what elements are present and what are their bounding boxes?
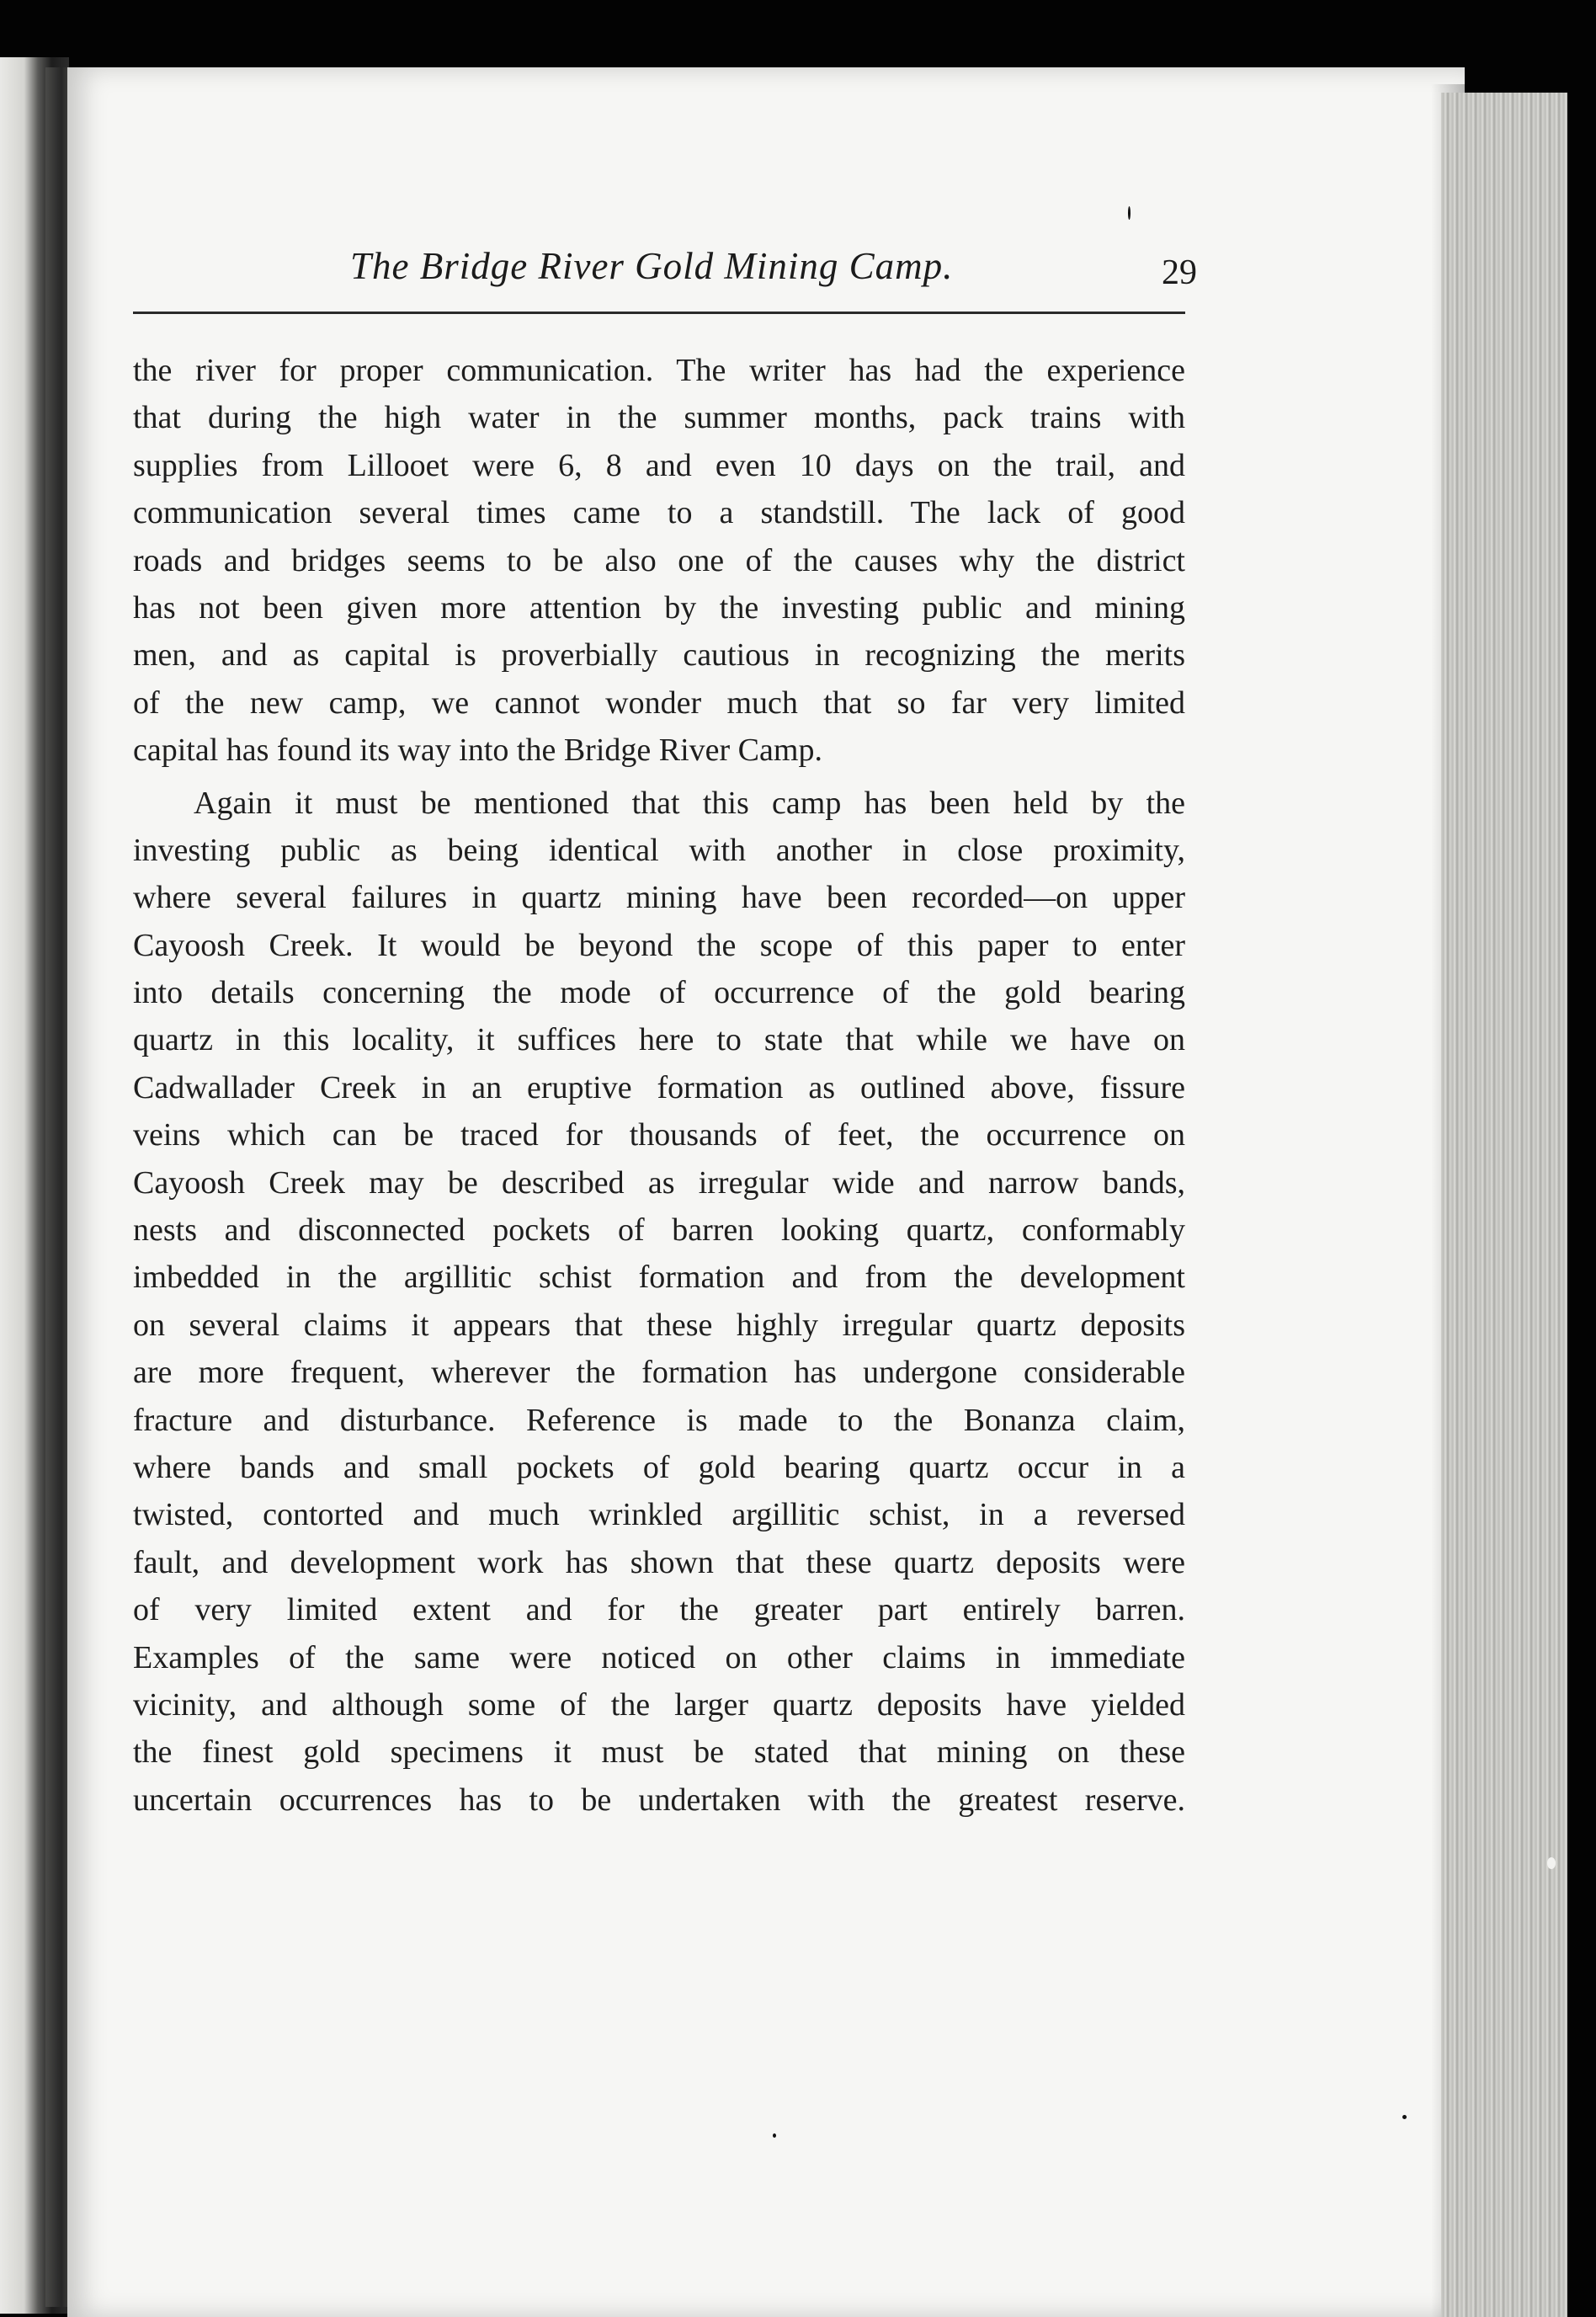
text-line: imbedded in the argillitic schist formation and from the development [133,1260,1185,1296]
text-line: fault, and development work has shown that these quartz deposits were [133,1544,1185,1580]
stacked-page-edges [1441,93,1567,2317]
text-line: men, and as capital is proverbially cautious in recognizing the merits [133,637,1185,674]
text-line: roads and bridges seems to be also one of the causes why the district [133,542,1185,578]
text-line: vicinity, and although some of the larger quartz deposits have yielded [133,1686,1185,1723]
header-rule [133,312,1185,314]
text-line: where several failures in quartz mining have been recorded—on upper [133,880,1185,916]
text-line: where bands and small pockets of gold bearing quartz occur in a [133,1449,1185,1485]
text-line: of the new camp, we cannot wonder much that so far very limited [133,684,1185,721]
text-line: investing public as being identical with another in close proximity, [133,832,1185,868]
text-line: of very limited extent and for the greater part entirely barren. [133,1592,1185,1628]
page-header [133,244,1197,298]
text-line: twisted, contorted and much wrinkled argillitic schist, in a reversed [133,1497,1185,1533]
running-title: The Bridge River Gold Mining Camp. [350,245,954,287]
text-line: the river for proper communication. The writer has had the experience [133,353,1185,388]
text-line: veins which can be traced for thousands of feet, the occurrence on [133,1117,1185,1153]
text-line: has not been given more attention by the investing public and mining [133,589,1185,626]
text-line: quartz in this locality, it suffices here to state that while we have on [133,1022,1185,1058]
body-text [133,347,1185,1824]
text-line: Cayoosh Creek may be described as irregular wide and narrow bands, [133,1164,1185,1201]
scan-speck [1547,1857,1556,1869]
page-number: 29 [1162,253,1197,292]
text-line: on several claims it appears that these highly irregular quartz deposits [133,1307,1185,1343]
scan-speck [773,2133,776,2138]
text-line: Examples of the same were noticed on other claims in immediate [133,1639,1185,1675]
text-line: uncertain occurrences has to be undertaken with the greatest reserve. [133,1782,1185,1818]
paragraph-1 [133,347,1185,775]
text-line: supplies from Lillooet were 6, 8 and even 10 days on the trail, and [133,447,1185,483]
text-line: Again it must be mentioned that this camp has been held by the [194,785,1185,821]
text-line: are more frequent, wherever the formation has undergone considerable [133,1355,1185,1391]
text-line: that during the high water in the summer months, pack trains with [133,400,1185,436]
text-line: Cadwallader Creek in an eruptive formation as outlined above, fissure [133,1069,1185,1105]
text-line: capital has found its way into the Bridge River Camp. [133,732,822,769]
text-line: the finest gold specimens it must be stated that mining on these [133,1734,1185,1771]
text-line: fracture and disturbance. Reference is made to the Bonanza claim, [133,1402,1185,1438]
scan-speck [1128,206,1130,220]
scan-speck [1402,2115,1407,2119]
text-line: into details concerning the mode of occurrence of the gold bearing [133,975,1185,1011]
paragraph-2 [133,780,1185,1824]
text-line: nests and disconnected pockets of barren looking quartz, conformably [133,1212,1185,1249]
text-line: communication several times came to a standstill. The lack of good [133,495,1185,531]
text-line: Cayoosh Creek. It would be beyond the scope of this paper to enter [133,927,1185,963]
